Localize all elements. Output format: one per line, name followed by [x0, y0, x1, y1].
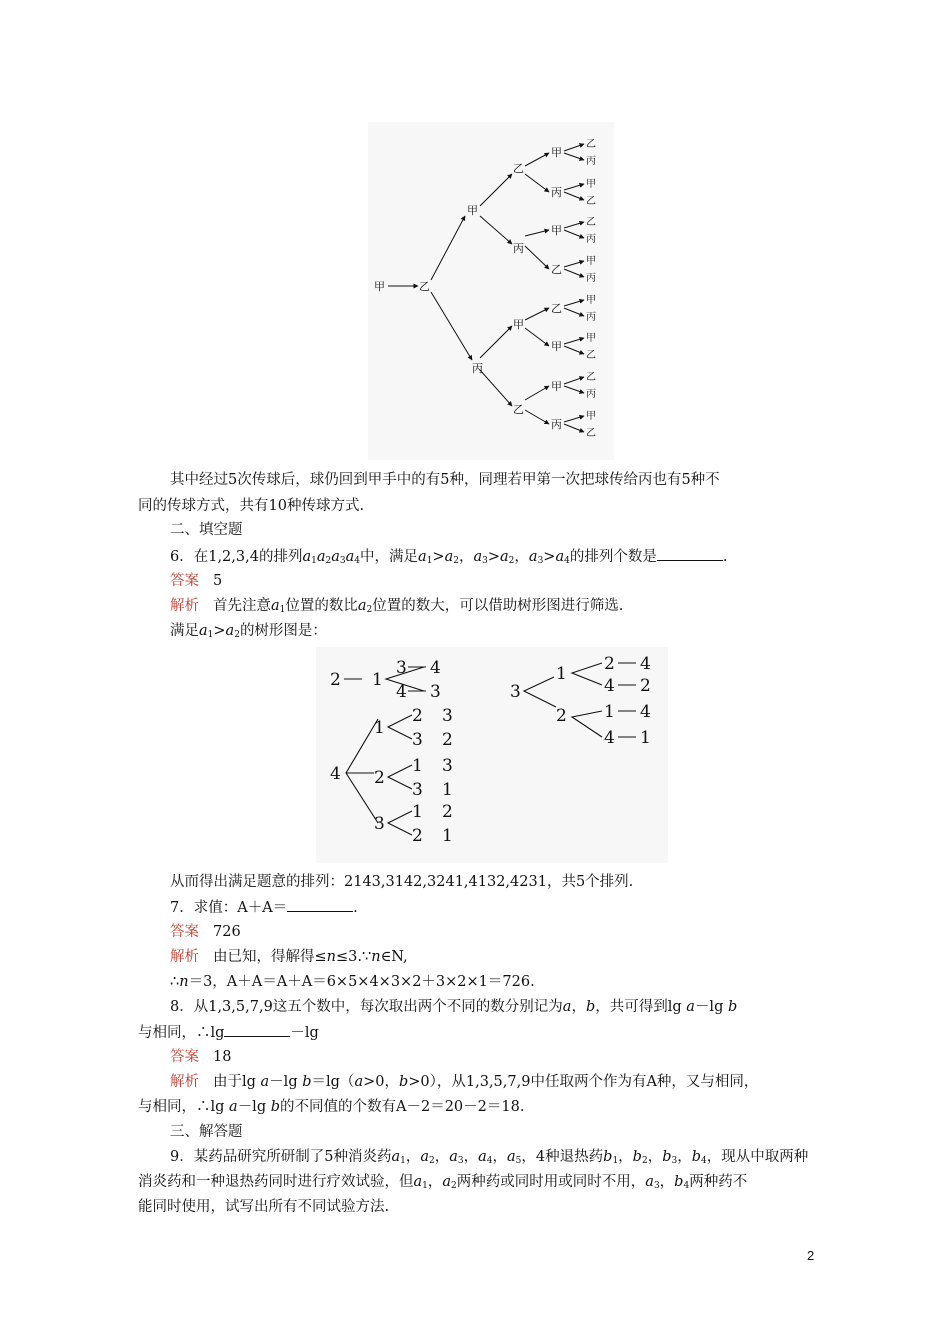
tree1-leaf: 甲	[586, 295, 596, 306]
tree1-leaf: 丙	[586, 389, 596, 400]
answer-6: 答案 5	[170, 573, 223, 589]
question-8-line2: 与相同，∴lg －lg	[138, 1022, 319, 1043]
tree2-leaf: 2	[412, 706, 423, 726]
tree1-node-l4: 丙	[551, 186, 562, 199]
tree1-leaf: 乙	[586, 428, 596, 439]
section-heading-fill-in: 二、填空题	[170, 522, 243, 538]
tree1-node-l3: 乙	[513, 403, 524, 416]
question-8: 8．从1,3,5,7,9这五个数中，每次取出两个不同的数分别记为a，b，共可得到lg a－lg b	[170, 999, 738, 1015]
question-6: 6．在1,2,3,4的排列$a_1a_2a_3a_4$中，满足$a_1>a_2$，$a_3>a_2$，$a_3>a_4$的排列个数是 .	[170, 546, 727, 571]
tree2-row-node: 1	[372, 670, 383, 690]
tree2-row-node: 4	[396, 682, 407, 702]
section-heading-solve: 三、解答题	[170, 1124, 243, 1140]
tree1-node-l4: 甲	[551, 146, 562, 159]
tree1-node-l4: 乙	[551, 263, 562, 276]
tree1-leaf: 乙	[586, 217, 596, 228]
tree2-leaf: 1	[604, 702, 615, 722]
tree1-root: 甲	[374, 280, 385, 293]
tree2-root: 3	[510, 682, 521, 702]
tree2-leaf: 3	[412, 730, 423, 750]
answer-label: 答案	[170, 924, 199, 940]
tree1-node-l4: 甲	[551, 380, 562, 393]
tree2-row-node: 3	[396, 658, 407, 678]
question-7: 7．求值：A＋A＝ .	[170, 897, 358, 918]
tree1-node-l4: 甲	[551, 224, 562, 237]
paragraph-line: 其中经过5次传球后，球仍回到甲手中的有5种，同理若甲第一次把球传给丙也有5种不	[170, 472, 720, 488]
tree1-leaf: 丙	[586, 273, 596, 284]
tree2-mid: 1	[556, 664, 567, 684]
tree2-leaf: 4	[604, 728, 615, 748]
tree2-leaf: 1	[640, 728, 651, 748]
tree2-leaf: 3	[442, 756, 453, 776]
tree1-leaf: 乙	[586, 139, 596, 150]
tree1-node-l1: 乙	[419, 280, 430, 293]
tree1-leaf: 乙	[586, 350, 596, 361]
tree2-mid: 2	[556, 706, 567, 726]
answer-blank	[224, 1022, 290, 1037]
solution-label: 解析	[170, 598, 199, 614]
tree1-leaf: 乙	[586, 372, 596, 383]
tree2-row-node: 2	[330, 670, 341, 690]
answer-7: 答案 726	[170, 924, 241, 940]
answer-blank	[287, 897, 353, 912]
solution-label: 解析	[170, 949, 199, 965]
question-9: 9．某药品研究所研制了5种消炎药$a_1$，$a_2$，$a_3$，$a_4$，$a_5$，4种退热药$b_1$，$b_2$，$b_3$，$b_4$，现从中取两种	[170, 1149, 809, 1166]
tree2-leaf: 3	[442, 706, 453, 726]
tree2-leaf: 3	[412, 780, 423, 800]
tree1-leaf: 甲	[586, 256, 596, 267]
tree2-leaf: 4	[604, 676, 615, 696]
question-9-line2: 消炎药和一种退热药同时进行疗效试验，但$a_1$，$a_2$两种药或同时用或同时不用，$a_3$，$b_4$两种药不	[138, 1174, 748, 1191]
tree1-node-l4: 甲	[551, 340, 562, 353]
tree1-leaf: 甲	[586, 333, 596, 344]
tree1-node-l3: 甲	[513, 318, 524, 331]
solution-8-line2: 与相同，∴lg a－lg b的不同值的个数有A－2＝20－2＝18.	[138, 1099, 525, 1115]
tree2-leaf: 2	[604, 654, 615, 674]
tree2-leaf: 4	[640, 654, 651, 674]
tree1-node-l4: 丙	[551, 418, 562, 431]
tree1-leaf: 丙	[586, 234, 596, 245]
tree2-row-node: 3	[430, 682, 441, 702]
tree2-mid: 1	[374, 718, 385, 738]
ball-passing-tree-diagram	[368, 122, 614, 460]
tree2-mid: 3	[374, 814, 385, 834]
tree2-root: 4	[330, 764, 341, 784]
tree2-leaf: 1	[442, 826, 453, 846]
tree1-node-l3: 丙	[513, 242, 524, 255]
tree2-leaf: 2	[412, 826, 423, 846]
tree1-node-l2: 甲	[467, 204, 478, 217]
answer-blank	[657, 546, 723, 561]
page-number: 2	[807, 1248, 815, 1263]
tree1-leaf: 乙	[586, 196, 596, 207]
result-line: 从而得出满足题意的排列：2143,3142,3241,4132,4231，共5个排列.	[170, 874, 634, 890]
tree2-leaf: 1	[412, 756, 423, 776]
tree2-leaf: 1	[412, 802, 423, 822]
solution-8: 解析 由于lg a－lg b＝lg（a>0，b>0），从1,3,5,7,9中任取两个作为有A种，又与相同，	[170, 1074, 759, 1090]
tree1-leaf: 甲	[586, 179, 596, 190]
answer-label: 答案	[170, 1049, 199, 1065]
tree1-leaf: 丙	[586, 156, 596, 167]
solution-6: 解析 首先注意$a_1$位置的数比$a_2$位置的数大，可以借助树形图进行筛选.	[170, 598, 624, 615]
tree1-node-l2: 丙	[472, 362, 483, 375]
tree1-leaf: 丙	[586, 312, 596, 323]
tree2-row-node: 4	[430, 658, 441, 678]
tree2-leaf: 2	[640, 676, 651, 696]
tree1-leaf: 甲	[586, 411, 596, 422]
tree1-node-l3: 乙	[513, 162, 524, 175]
solution-7: 解析 由已知，得解得≤n≤3.∵n∈N,	[170, 949, 408, 965]
tree1-node-l4: 乙	[551, 302, 562, 315]
answer-8: 答案 18	[170, 1049, 232, 1065]
tree2-mid: 2	[374, 768, 385, 788]
solution-label: 解析	[170, 1074, 199, 1090]
tree-intro: 满足$a_1>a_2$的树形图是：	[170, 623, 327, 640]
answer-label: 答案	[170, 573, 199, 589]
question-9-line3: 能同时使用，试写出所有不同试验方法.	[138, 1199, 390, 1215]
tree2-leaf: 2	[442, 802, 453, 822]
permutation-tree-diagram	[316, 647, 668, 863]
tree2-leaf: 1	[442, 780, 453, 800]
paragraph-line: 同的传球方式，共有10种传球方式.	[138, 498, 365, 514]
solution-7-line2: ∴n＝3，A＋A＝A＋A＝6×5×4×3×2＋3×2×1＝726.	[170, 974, 535, 990]
tree2-leaf: 4	[640, 702, 651, 722]
tree2-leaf: 2	[442, 730, 453, 750]
